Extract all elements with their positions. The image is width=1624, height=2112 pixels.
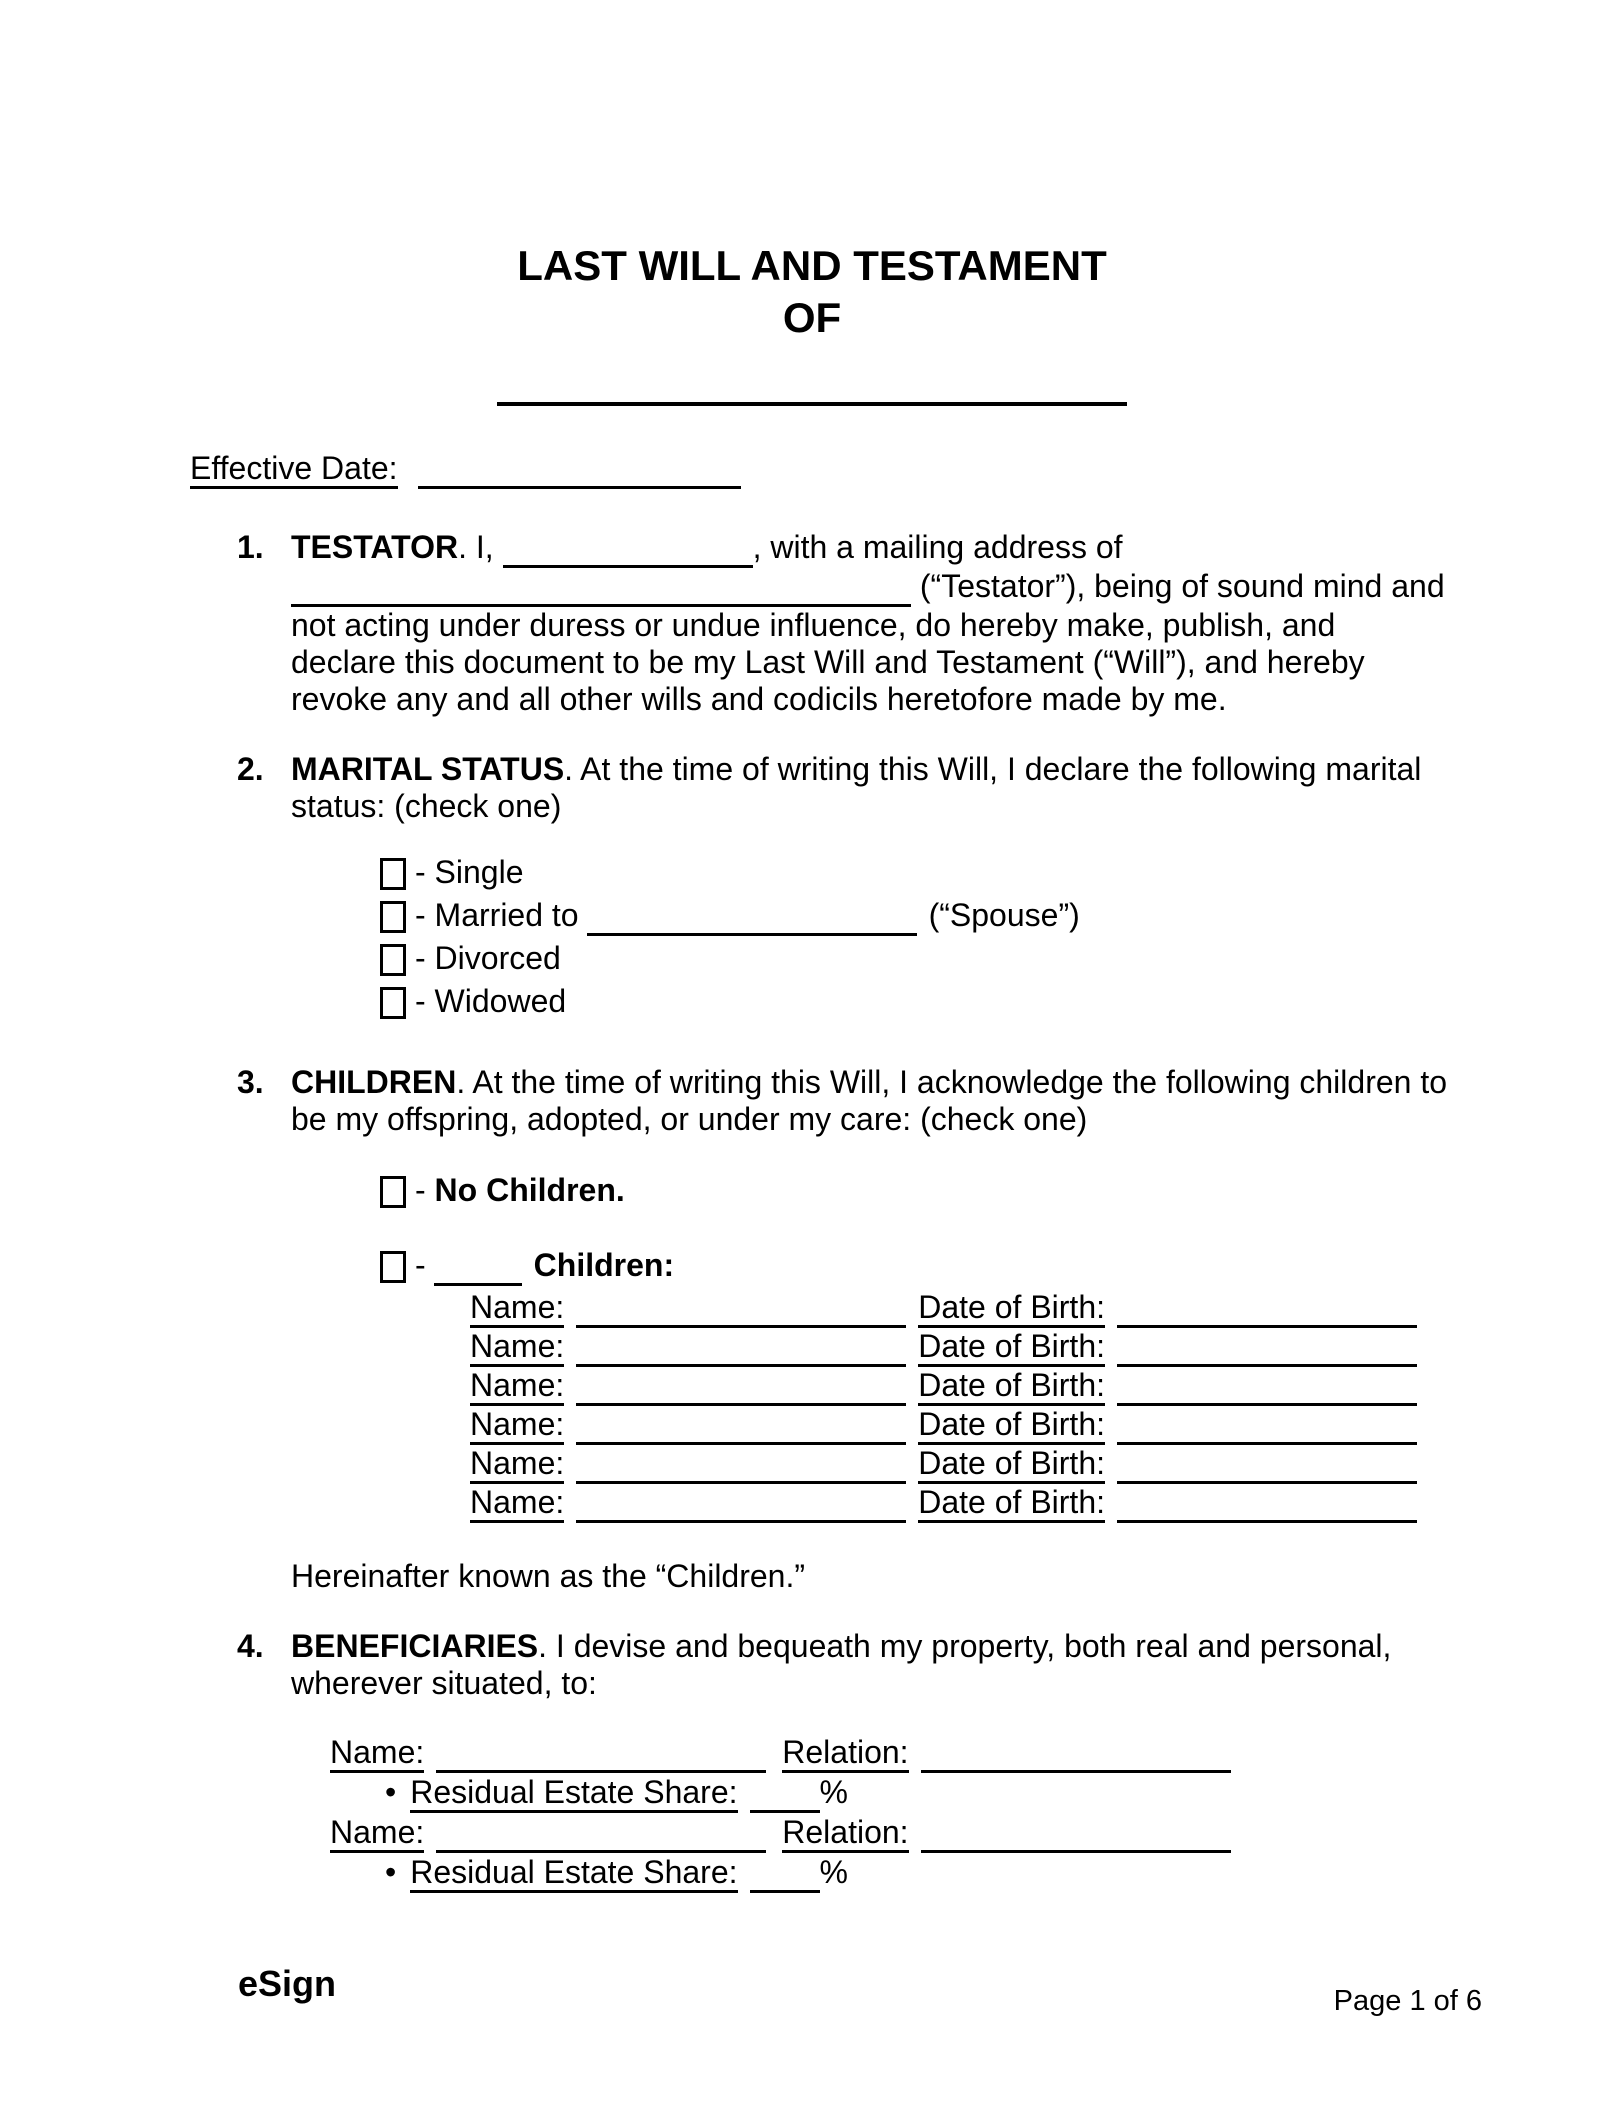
child-dob-label: Date of Birth: [918,1445,1105,1484]
has-children-checkbox[interactable] [380,1251,406,1283]
beneficiary-relation-blank[interactable] [921,1761,1231,1773]
beneficiary-name-blank[interactable] [436,1841,766,1853]
testator-address-blank[interactable] [291,595,911,607]
section-testator [190,529,1482,718]
section-beneficiaries-number: 4. [237,1628,264,1664]
marital-option-single [291,851,1449,894]
beneficiary-row-1 [291,1733,1449,1773]
children-paragraph [291,1064,1449,1138]
widowed-label: - Widowed [415,983,567,1019]
spouse-label: (“Spouse”) [928,897,1080,933]
section-marital-heading: MARITAL STATUS [291,751,565,787]
beneficiary-relation-label: Relation: [782,1734,908,1773]
child-dob-label: Date of Birth: [918,1406,1105,1445]
effective-date-row [190,450,1482,489]
child-dob-blank[interactable] [1117,1472,1417,1484]
children-intro-text: . At the time of writing this Will, I acknowledge the following children to be my offspring, adopted, or under my care: (check one) [291,1064,1448,1137]
testator-text-1: . I, [458,529,494,565]
esign-logo: eSign [238,1963,337,2004]
beneficiary-share-row-2 [291,1853,1449,1893]
marital-paragraph [291,751,1449,825]
section-testator-heading: TESTATOR [291,529,459,565]
beneficiary-relation-blank[interactable] [921,1841,1231,1853]
testator-paragraph [291,529,1449,718]
no-children-label: No Children. [434,1172,625,1208]
page-number-text: Page 1 of 6 [1333,1985,1482,2017]
child-row-2 [291,1328,1449,1367]
child-name-blank[interactable] [576,1433,906,1445]
child-row-4 [291,1406,1449,1445]
percent-sign: % [819,1774,848,1810]
child-name-blank[interactable] [576,1316,906,1328]
section-testator-number: 1. [237,529,264,565]
no-children-checkbox[interactable] [380,1176,406,1208]
marital-option-divorced [291,937,1449,980]
testator-text-3: (“Testator”), being of sound mind and not acting under duress or undue influence, do hereby make, publish, and declare this document to be my Last Will and Testament (“Will”), and hereby revoke any and all other wills and codicils heretofore made by me. [291,568,1445,717]
spouse-name-blank[interactable] [587,924,917,936]
section-children-number: 3. [237,1064,264,1100]
child-name-label: Name: [470,1328,564,1367]
residual-share-label: Residual Estate Share: [410,1854,737,1893]
marital-option-married [291,894,1449,937]
beneficiaries-paragraph [291,1628,1449,1702]
section-marital-body [291,751,1449,1023]
beneficiary-name-label: Name: [330,1734,424,1773]
effective-date-blank[interactable] [418,477,741,489]
child-row-1 [291,1289,1449,1328]
section-beneficiaries-heading: BENEFICIARIES [291,1628,539,1664]
child-name-blank[interactable] [576,1472,906,1484]
section-marital-status [190,751,1482,1023]
single-label: - Single [415,854,524,890]
beneficiary-relation-label: Relation: [782,1814,908,1853]
child-dob-blank[interactable] [1117,1355,1417,1367]
child-name-label: Name: [470,1367,564,1406]
has-children-dash: - [415,1247,426,1283]
has-children-label: Children: [533,1247,675,1283]
section-children-body [291,1064,1449,1595]
single-checkbox[interactable] [380,858,406,890]
marital-option-widowed [291,980,1449,1023]
document-title [0,240,1624,344]
section-children-heading: CHILDREN [291,1064,457,1100]
child-name-label: Name: [470,1406,564,1445]
testator-name-title-blank[interactable] [497,372,1127,406]
no-children-dash: - [415,1172,426,1208]
residual-share-blank[interactable] [750,1881,820,1893]
testator-name-blank[interactable] [503,556,753,568]
marital-intro-text: . At the time of writing this Will, I declare the following marital status: (check one) [291,751,1422,824]
beneficiary-share-row-1 [291,1773,1449,1813]
child-name-blank[interactable] [576,1394,906,1406]
bullet-glyph: • [385,1774,397,1810]
child-name-label: Name: [470,1484,564,1523]
children-outro-text: Hereinafter known as the “Children.” [291,1558,806,1594]
document-title-line2: OF [782,294,842,341]
effective-date-label: Effective Date: [190,450,398,489]
child-row-6 [291,1484,1449,1523]
children-option-count [291,1244,1449,1287]
section-beneficiaries-body [291,1628,1449,1893]
document-body [190,450,1482,1893]
child-name-blank[interactable] [576,1355,906,1367]
children-table [291,1289,1449,1523]
beneficiaries-list [291,1733,1449,1893]
child-row-3 [291,1367,1449,1406]
residual-share-label: Residual Estate Share: [410,1774,737,1813]
divorced-label: - Divorced [415,940,561,976]
bullet-glyph: • [385,1854,397,1890]
child-dob-blank[interactable] [1117,1316,1417,1328]
child-dob-blank[interactable] [1117,1394,1417,1406]
section-children [190,1064,1482,1595]
beneficiaries-intro-text: . I devise and bequeath my property, both real and personal, wherever situated, to: [291,1628,1392,1701]
child-name-label: Name: [470,1445,564,1484]
child-name-label: Name: [470,1289,564,1328]
child-dob-blank[interactable] [1117,1511,1417,1523]
testator-text-2: , with a mailing address of [752,529,1123,565]
document-title-line1: LAST WILL AND TESTAMENT [517,242,1107,289]
divorced-checkbox[interactable] [380,944,406,976]
child-dob-label: Date of Birth: [918,1289,1105,1328]
residual-share-blank[interactable] [750,1801,820,1813]
marital-options [291,851,1449,1023]
children-count-blank[interactable] [434,1274,522,1286]
child-row-5 [291,1445,1449,1484]
percent-sign: % [819,1854,848,1890]
beneficiary-name-blank[interactable] [436,1761,766,1773]
section-beneficiaries [190,1628,1482,1893]
beneficiary-name-label: Name: [330,1814,424,1853]
testator-name-line [0,372,1624,406]
child-name-blank[interactable] [576,1511,906,1523]
children-option-none [291,1169,1449,1212]
child-dob-label: Date of Birth: [918,1328,1105,1367]
child-dob-blank[interactable] [1117,1433,1417,1445]
child-dob-label: Date of Birth: [918,1484,1105,1523]
married-checkbox[interactable] [380,901,406,933]
section-testator-body [291,529,1449,718]
widowed-checkbox[interactable] [380,987,406,1019]
beneficiary-row-2 [291,1813,1449,1853]
child-dob-label: Date of Birth: [918,1367,1105,1406]
married-label: - Married to [415,897,579,933]
section-marital-number: 2. [237,751,264,787]
